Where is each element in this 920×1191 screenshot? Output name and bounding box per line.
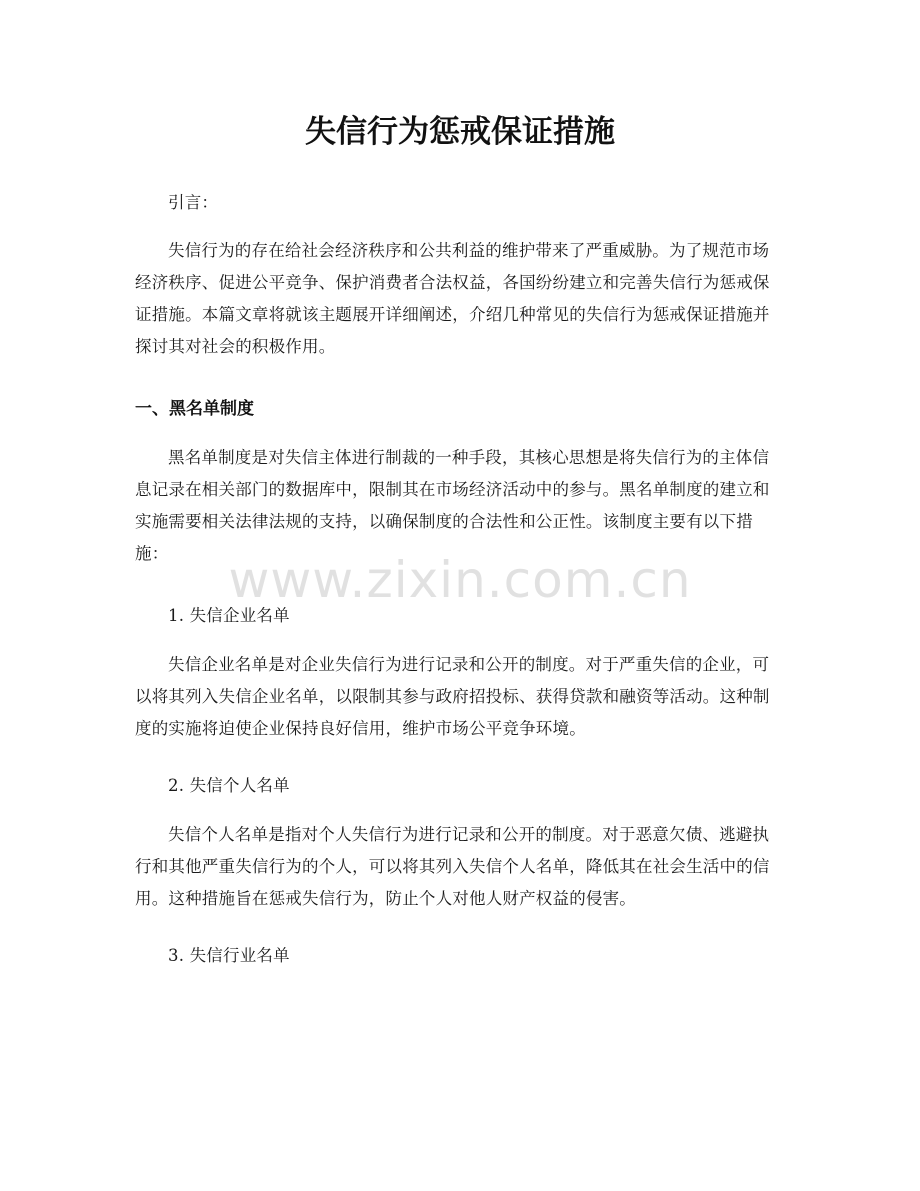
item-heading-enterprise-list: 1. 失信企业名单 (168, 606, 290, 625)
item-paragraph-enterprise-list: 失信企业名单是对企业失信行为进行记录和公开的制度。对于严重失信的企业，可以将其列入失信企业名单，以限制其参与政府招投标、获得贷款和融资等活动。这种制度的实施将迫使企业保持良好信用，维护市场公平竞争环境。 (135, 655, 770, 738)
item-heading-personal-list: 2. 失信个人名单 (168, 776, 290, 795)
intro-label: 引言： (168, 193, 219, 212)
section-heading-blacklist: 一、黑名单制度 (135, 399, 254, 419)
section-paragraph-blacklist: 黑名单制度是对失信主体进行制裁的一种手段，其核心思想是将失信行为的主体信息记录在相关部门的数据库中，限制其在市场经济活动中的参与。黑名单制度的建立和实施需要相关法律法规的支持，以确保制度的合法性和公正性。该制度主要有以下措施： (135, 448, 770, 563)
intro-paragraph: 失信行为的存在给社会经济秩序和公共利益的维护带来了严重威胁。为了规范市场经济秩序、促进公平竞争、保护消费者合法权益，各国纷纷建立和完善失信行为惩戒保证措施。本篇文章将就该主题展开详细阐述，介绍几种常见的失信行为惩戒保证措施并探讨其对社会的积极作用。 (135, 241, 770, 356)
document-title: 失信行为惩戒保证措施 (305, 114, 615, 150)
watermark: www.zixin.com.cn (228, 551, 692, 609)
item-heading-industry-list: 3. 失信行业名单 (168, 946, 290, 965)
item-paragraph-personal-list: 失信个人名单是指对个人失信行为进行记录和公开的制度。对于恶意欠债、逃避执行和其他严重失信行为的个人，可以将其列入失信个人名单，降低其在社会生活中的信用。这种措施旨在惩戒失信行为，防止个人对他人财产权益的侵害。 (135, 825, 770, 908)
